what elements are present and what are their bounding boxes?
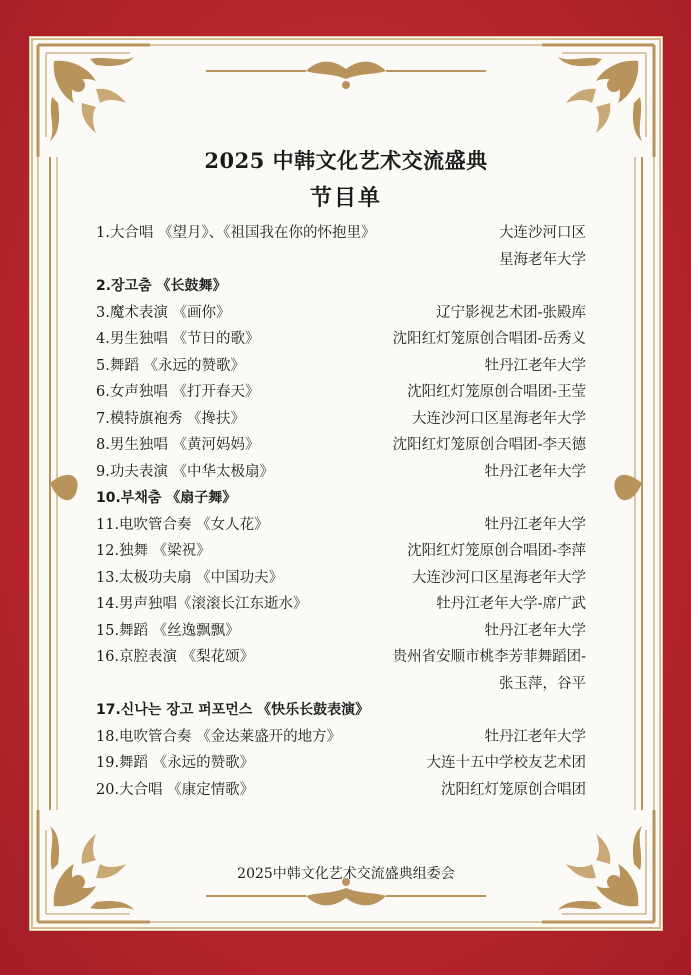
- program-title: 5.舞蹈 《永远的赞歌》: [96, 357, 245, 374]
- program-performer: 牡丹江老年大学: [484, 463, 586, 480]
- program-performer: 大连十五中学校友艺术团: [426, 755, 586, 771]
- program-item: [96, 432, 586, 459]
- program-title: 19.舞蹈 《永远的赞歌》: [96, 755, 255, 771]
- program-item: [96, 644, 586, 697]
- program-item: [96, 459, 586, 486]
- program-list: [96, 220, 586, 803]
- program-item: [96, 591, 586, 618]
- program-item: [96, 220, 586, 273]
- program-title: 7.模特旗袍秀 《搀扶》: [96, 410, 245, 427]
- program-item: [96, 750, 586, 777]
- organizer-footer: 2025中韩文化艺术交流盛典组委会: [237, 866, 455, 882]
- program-title: 9.功夫表演 《中华太极扇》: [96, 463, 274, 480]
- program-item: [96, 697, 586, 724]
- program-performer: 沈阳红灯笼原创合唱团-李天德: [392, 437, 586, 453]
- program-title: 14.男声独唱《滚滚长江东逝水》: [96, 596, 308, 612]
- program-title: 16.京腔表演 《梨花颂》: [96, 649, 255, 665]
- program-item: [96, 300, 586, 327]
- program-title: 18.电吹管合奏 《金达莱盛开的地方》: [96, 728, 342, 745]
- program-performer: 牡丹江老年大学: [484, 622, 586, 639]
- program-item: [96, 379, 586, 406]
- program-item: [96, 406, 586, 433]
- page-subtitle: 节目单: [309, 185, 382, 211]
- program-panel: [30, 37, 662, 930]
- program-item: [96, 273, 586, 300]
- program-title: 11.电吹管合奏 《女人花》: [96, 516, 269, 533]
- program-performer: 辽宁影视艺术团-张殿库: [436, 304, 586, 321]
- program-performer: 牡丹江老年大学: [484, 728, 586, 745]
- program-performer: 牡丹江老年大学: [484, 516, 586, 533]
- program-title: 8.男生独唱 《黄河妈妈》: [96, 437, 260, 453]
- program-title: 1.大合唱 《望月》、《祖国我在你的怀抱里》: [96, 225, 376, 241]
- program-performer: 大连沙河口区 星海老年大学: [499, 225, 586, 268]
- program-title: 13.太极功夫扇 《中国功夫》: [96, 569, 284, 586]
- program-item: [96, 538, 586, 565]
- program-item: [96, 353, 586, 380]
- program-performer: 贵州省安顺市桃李芳菲舞蹈团- 张玉萍，谷平: [392, 649, 586, 692]
- program-performer: 牡丹江老年大学: [484, 357, 586, 374]
- program-performer: 沈阳红灯笼原创合唱团-王莹: [407, 384, 586, 400]
- program-title: 6.女声独唱 《打开春天》: [96, 384, 260, 400]
- program-item: [96, 485, 586, 512]
- program-title: 17.신나는 장고 퍼포먼스 《快乐长鼓表演》: [96, 702, 370, 718]
- program-performer: 大连沙河口区星海老年大学: [412, 569, 586, 586]
- page-title: 2025 中韩文化艺术交流盛典: [204, 148, 488, 173]
- program-performer: 沈阳红灯笼原创合唱团-岳秀义: [392, 331, 586, 347]
- program-item: [96, 565, 586, 592]
- program-item: [96, 618, 586, 645]
- program-performer: 沈阳红灯笼原创合唱团: [441, 781, 586, 798]
- program-item: [96, 326, 586, 353]
- program-title: 2.장고춤 《长鼓舞》: [96, 278, 227, 294]
- program-item: [96, 512, 586, 539]
- program-title: 4.男生独唱 《节日的歌》: [96, 331, 260, 347]
- program-title: 3.魔术表演 《画你》: [96, 304, 231, 321]
- program-item: [96, 777, 586, 804]
- program-title: 12.独舞 《梁祝》: [96, 543, 211, 559]
- program-performer: 沈阳红灯笼原创合唱团-李萍: [407, 543, 586, 559]
- program-performer: 牡丹江老年大学-席广武: [436, 596, 586, 612]
- program-item: [96, 724, 586, 751]
- program-title: 15.舞蹈 《丝逸飘飘》: [96, 622, 240, 639]
- program-title: 10.부채춤 《扇子舞》: [96, 490, 237, 506]
- program-performer: 大连沙河口区星海老年大学: [412, 410, 586, 427]
- program-title: 20.大合唱 《康定情歌》: [96, 781, 255, 798]
